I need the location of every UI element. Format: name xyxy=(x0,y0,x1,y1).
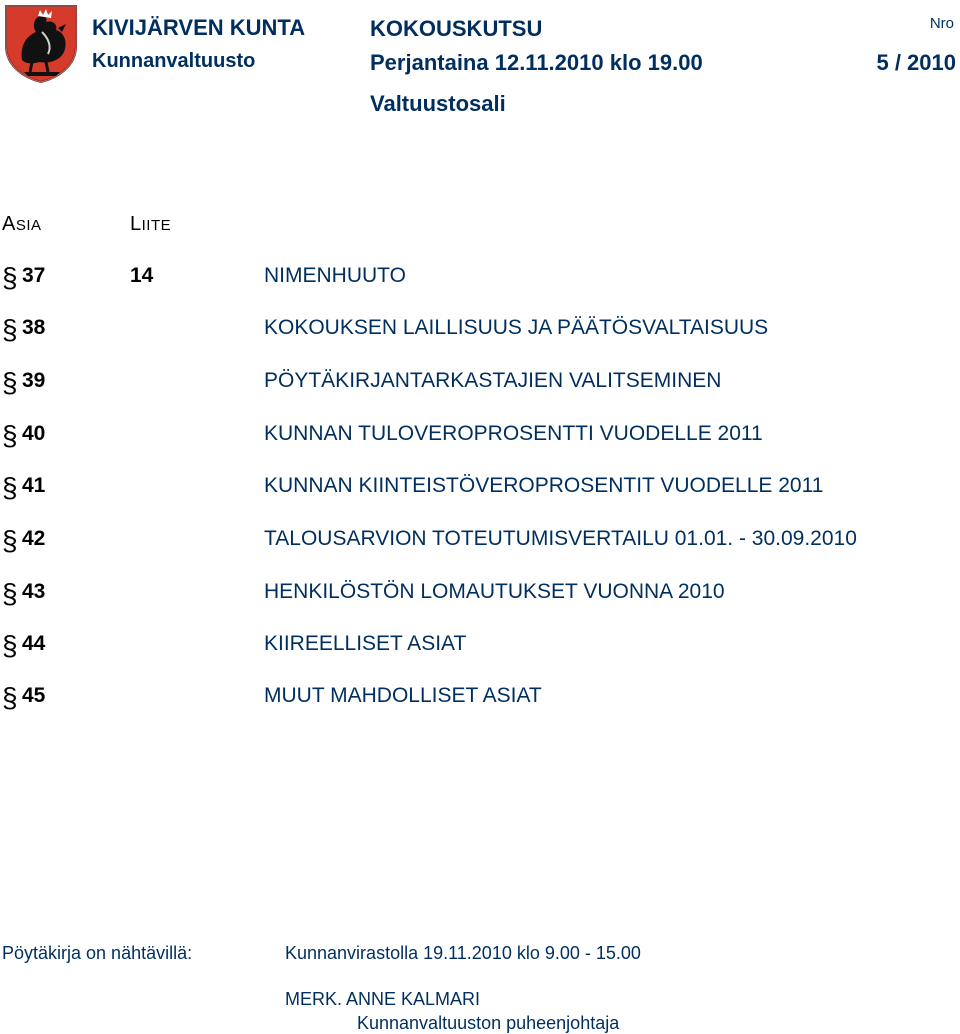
agenda-item-number: 37 xyxy=(22,264,46,287)
section-symbol: § xyxy=(2,578,18,609)
agenda-item-title: KUNNAN KIINTEISTÖVEROPROSENTIT VUODELLE 2011 xyxy=(264,474,824,497)
number-label: Nro xyxy=(929,15,954,32)
agenda-item xyxy=(0,420,960,460)
agenda-item xyxy=(0,314,960,354)
document-type: KOKOUSKUTSU xyxy=(370,16,543,41)
agenda-item-title: MUUT MAHDOLLISET ASIAT xyxy=(264,684,542,707)
agenda-item-title: HENKILÖSTÖN LOMAUTUKSET VUONNA 2010 xyxy=(264,580,725,603)
council-name: Kunnanvaltuusto xyxy=(92,50,256,72)
agenda-item-number: 39 xyxy=(22,369,46,392)
agenda-item-number: 43 xyxy=(22,580,46,603)
agenda-item-title: PÖYTÄKIRJANTARKASTAJIEN VALITSEMINEN xyxy=(264,369,722,392)
agenda-item-title: KOKOUKSEN LAILLISUUS JA PÄÄTÖSVALTAISUUS xyxy=(264,316,769,339)
agenda-item-number: 44 xyxy=(22,632,46,655)
agenda-item-number: 40 xyxy=(22,422,46,445)
section-symbol: § xyxy=(2,525,18,556)
signer-name: MERK. ANNE KALMARI xyxy=(285,989,481,1009)
agenda-item-title: NIMENHUUTO xyxy=(264,264,406,287)
meeting-datetime: Perjantaina 12.11.2010 klo 19.00 xyxy=(370,50,703,75)
section-symbol: § xyxy=(2,262,18,293)
signer-title: Kunnanvaltuuston puheenjohtaja xyxy=(357,1013,620,1033)
minutes-availability-value: Kunnanvirastolla 19.11.2010 klo 9.00 - 15.00 xyxy=(285,943,641,963)
agenda-item xyxy=(0,578,960,618)
agenda-item-number: 41 xyxy=(22,474,46,497)
agenda-item xyxy=(0,472,960,512)
agenda-item-attachment: 14 xyxy=(130,264,154,287)
coat-of-arms-logo xyxy=(2,2,80,84)
agenda-item-number: 38 xyxy=(22,316,46,339)
agenda-item-title: KIIREELLISET ASIAT xyxy=(264,632,467,655)
agenda-item-title: KUNNAN TULOVEROPROSENTTI VUODELLE 2011 xyxy=(264,422,763,445)
agenda-item xyxy=(0,262,960,302)
section-symbol: § xyxy=(2,472,18,503)
agenda-item-number: 45 xyxy=(22,684,46,707)
agenda-item xyxy=(0,630,960,670)
municipality-name: KIVIJÄRVEN KUNTA xyxy=(92,15,306,40)
section-symbol: § xyxy=(2,367,18,398)
minutes-availability-label: Pöytäkirja on nähtävillä: xyxy=(2,943,193,963)
section-symbol: § xyxy=(2,420,18,451)
section-symbol: § xyxy=(2,314,18,345)
meeting-venue: Valtuustosali xyxy=(370,91,506,116)
agenda-item-number: 42 xyxy=(22,527,46,550)
agenda-item xyxy=(0,525,960,565)
column-heading-liite: LIITE xyxy=(130,213,172,235)
document-number: 5 / 2010 xyxy=(876,50,956,75)
section-symbol: § xyxy=(2,682,18,713)
agenda-item xyxy=(0,682,960,722)
agenda-item-title: TALOUSARVION TOTEUTUMISVERTAILU 01.01. - 30.09.2010 xyxy=(264,527,857,550)
agenda-item xyxy=(0,367,960,407)
section-symbol: § xyxy=(2,630,18,661)
column-heading-asia: ASIA xyxy=(2,213,42,235)
